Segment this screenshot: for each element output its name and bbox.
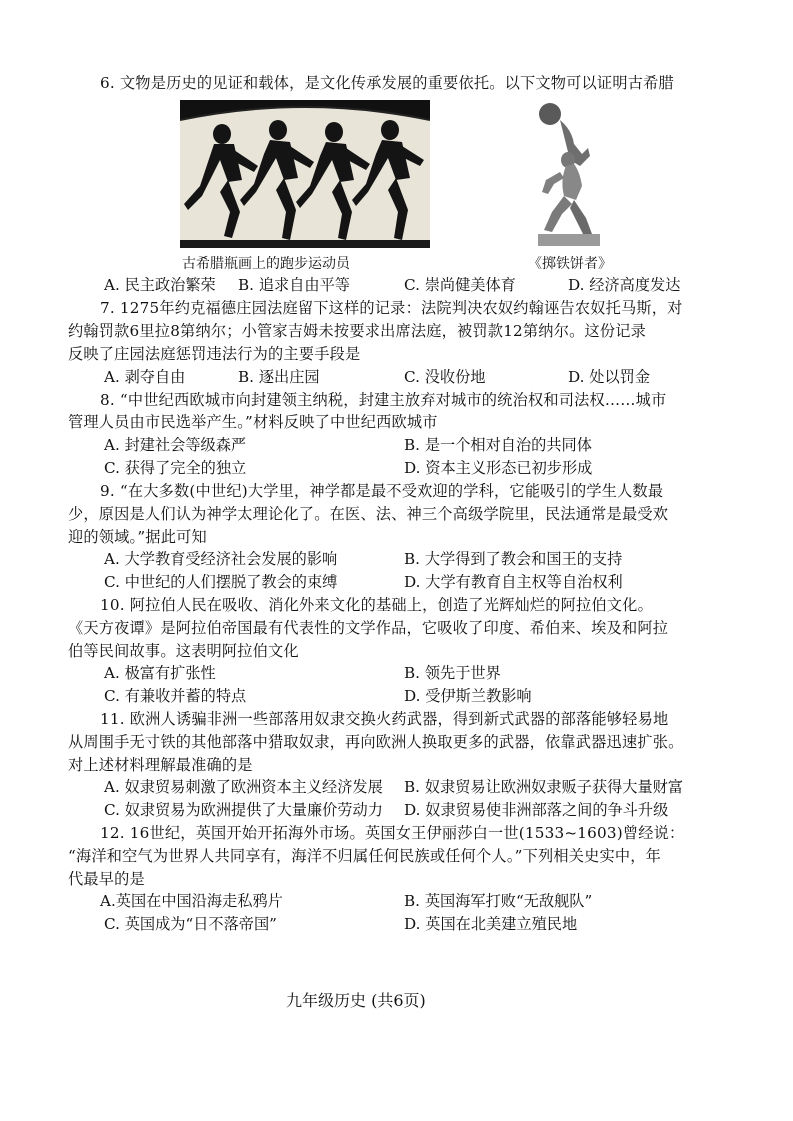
- q9-line-2: 少，原因是人们认为神学太理论化了。在医、法、神三个高级学院里，民法通常是最受欢: [68, 505, 669, 523]
- q8-option-d: D. 资本主义形态已初步形成: [404, 459, 593, 477]
- q9-option-a: A. 大学教育受经济社会发展的影响: [104, 550, 338, 568]
- q12-line-3: 代最早的是: [68, 870, 145, 888]
- q6-option-b: B. 追求自由平等: [238, 276, 350, 294]
- q9-option-b: B. 大学得到了教会和国王的支持: [404, 550, 623, 568]
- q10-option-a: A. 极富有扩张性: [104, 664, 216, 682]
- q9-option-c: C. 中世纪的人们摆脱了教会的束缚: [104, 573, 338, 591]
- q6-option-c: C. 崇尚健美体育: [404, 276, 516, 294]
- q7-line-2: 约翰罚款6里拉8第纳尔；小管家吉姆未按要求出席法庭，被罚款12第纳尔。这份记录: [68, 322, 647, 340]
- q12-option-d: D. 英国在北美建立殖民地: [404, 915, 578, 933]
- q12-line-1: 12. 16世纪，英国开始开拓海外市场。英国女王伊丽莎白一世(1533~1603)曾经说：: [100, 824, 685, 842]
- q9-line-1: 9. “在大多数(中世纪)大学里，神学都是最不受欢迎的学科，它能吸引的学生人数最: [100, 482, 664, 500]
- q7-line-3: 反映了庄园法庭惩罚违法行为的主要手段是: [68, 345, 361, 363]
- q8-line-1: 8. “中世纪西欧城市向封建领主纳税，封建主放弃对城市的统治权和司法权……城市: [100, 391, 667, 409]
- q11-line-3: 对上述材料理解最准确的是: [68, 756, 253, 774]
- q11-option-a: A. 奴隶贸易刺激了欧洲资本主义经济发展: [104, 778, 383, 796]
- q12-option-c: C. 英国成为“日不落帝国”: [104, 915, 277, 933]
- q10-option-b: B. 领先于世界: [404, 664, 501, 682]
- q9-option-d: D. 大学有教育自主权等自治权利: [404, 573, 623, 591]
- page-footer: 九年级历史 (共6页): [286, 991, 426, 1010]
- q11-option-d: D. 奴隶贸易使非洲部落之间的争斗升级: [404, 801, 669, 819]
- q7-option-b: B. 逐出庄园: [238, 368, 320, 386]
- q10-line-1: 10. 阿拉伯人民在吸收、消化外来文化的基础上，创造了光辉灿烂的阿拉伯文化。: [100, 596, 653, 614]
- q8-line-2: 管理人员由市民选举产生。”材料反映了中世纪西欧城市: [68, 413, 438, 431]
- q12-option-b: B. 英国海军打败“无敌舰队”: [404, 892, 593, 910]
- q11-option-b: B. 奴隶贸易让欧洲奴隶贩子获得大量财富: [404, 778, 684, 796]
- q7-option-c: C. 没收份地: [404, 368, 486, 386]
- q6-option-d: D. 经济高度发达: [568, 276, 681, 294]
- discobolus-statue-image: [530, 100, 608, 248]
- q12-line-2: “海洋和空气为世界人共同享有，海洋不归属任何民族或任何个人。”下列相关史实中，年: [68, 847, 662, 865]
- q6-stem: 6. 文物是历史的见证和载体，是文化传承发展的重要依托。以下文物可以证明古希腊: [100, 74, 674, 92]
- q10-line-2: 《天方夜谭》是阿拉伯帝国最有代表性的文学作品，它吸收了印度、希伯来、埃及和阿拉: [68, 619, 669, 637]
- q6-caption-right: 《掷铁饼者》: [528, 256, 612, 272]
- q11-line-2: 从周围手无寸铁的其他部落中猎取奴隶，再向欧洲人换取更多的武器，依靠武器迅速扩张。: [68, 733, 684, 751]
- q6-option-a: A. 民主政治繁荣: [104, 276, 216, 294]
- q12-option-a: A.英国在中国沿海走私鸦片: [100, 892, 283, 910]
- q11-line-1: 11. 欧洲人诱骗非洲一些部落用奴隶交换火药武器，得到新式武器的部落能够轻易地: [100, 710, 669, 728]
- q7-line-1: 7. 1275年约克福德庄园法庭留下这样的记录：法院判决农奴约翰诬告农奴托马斯，对: [100, 299, 683, 317]
- q11-option-c: C. 奴隶贸易为欧洲提供了大量廉价劳动力: [104, 801, 383, 819]
- q10-option-c: C. 有兼收并蓄的特点: [104, 687, 247, 705]
- q8-option-c: C. 获得了完全的独立: [104, 459, 247, 477]
- q7-option-d: D. 处以罚金: [568, 368, 651, 386]
- q8-option-b: B. 是一个相对自治的共同体: [404, 436, 592, 454]
- q7-option-a: A. 剥夺自由: [104, 368, 186, 386]
- q10-line-3: 伯等民间故事。这表明阿拉伯文化: [68, 642, 299, 660]
- q10-option-d: D. 受伊斯兰教影响: [404, 687, 532, 705]
- q9-line-3: 迎的领域。”据此可知: [68, 528, 207, 546]
- q8-option-a: A. 封建社会等级森严: [104, 436, 247, 454]
- q6-caption-left: 古希腊瓶画上的跑步运动员: [182, 256, 350, 272]
- greek-vase-runners-image: [180, 100, 430, 248]
